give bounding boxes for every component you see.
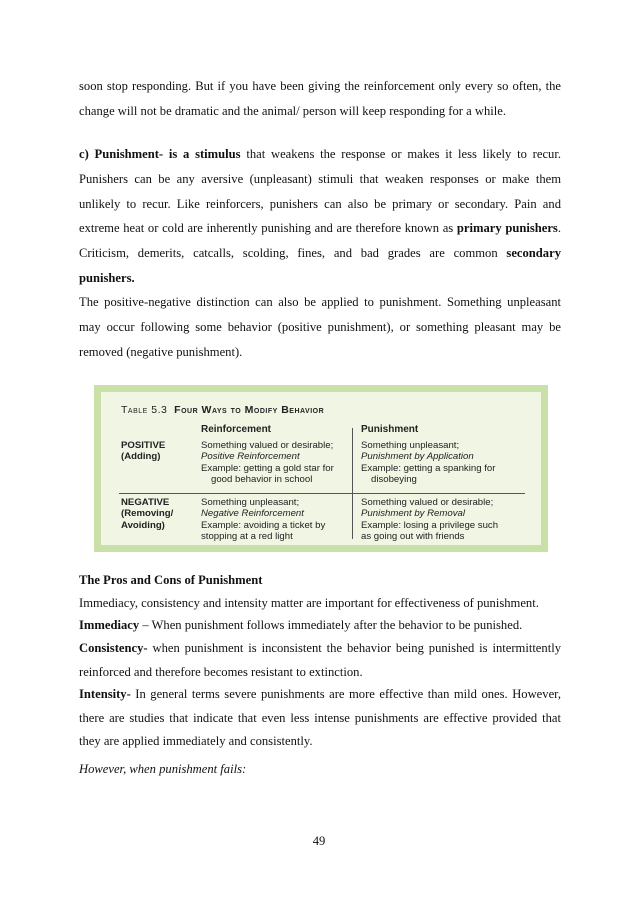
- table-name: Four Ways to Modify Behavior: [174, 404, 325, 416]
- punishment-text-1: that weakens the response or makes it less likely to recur. Punishers can be any aversive (unpleasant) stimuli that weaken responses or make them unlikely to recur. Like reinforcers, punishers can also be primary or secondary. Pain and extreme heat or cold are inherently punishing and are therefore known as: [79, 147, 561, 236]
- cell-positive-punishment: [361, 440, 511, 486]
- cell-negative-punishment: [361, 497, 511, 543]
- cell-term: Positive Reinforcement: [201, 451, 300, 463]
- cell-line: Something unpleasant;: [201, 497, 300, 508]
- cell-line: Something valued or desirable;: [201, 440, 334, 451]
- consistency-text: when punishment is inconsistent the behavior being punished is intermittently reinforced and therefore becomes resistant to extinction.: [79, 641, 561, 679]
- column-header-punishment: Punishment: [361, 424, 419, 435]
- table-number: Table 5.3: [121, 404, 168, 416]
- paragraph-reinforcement-end: soon stop responding. But if you have been giving the reinforcement only every so often, the change will not be dramatic and the animal/ person will keep responding for a while.: [79, 79, 561, 118]
- intensity-text: In general terms severe punishments are more effective than mild ones. However, there are studies that indicate that even less intense punishments are effective provided that they are applied immediately and consistently.: [79, 687, 561, 749]
- row-label-negative-line1: NEGATIVE: [121, 497, 170, 508]
- cell-term: Punishment by Removal: [361, 508, 465, 520]
- consistency-paragraph: [79, 637, 561, 684]
- cell-line: stopping at a red light: [201, 531, 293, 543]
- page-number: 49: [312, 834, 326, 848]
- table-horizontal-divider: [119, 493, 525, 494]
- table-vertical-divider: [352, 428, 353, 539]
- row-label-negative-line3: Avoiding): [121, 519, 165, 531]
- primary-punishers-term: primary punishers: [456, 221, 558, 236]
- consistency-term: Consistency-: [79, 641, 148, 655]
- pros-cons-heading: [79, 569, 561, 593]
- immediacy-term: Immediacy: [79, 618, 140, 632]
- pros-cons-heading-text: The Pros and Cons of Punishment: [79, 573, 263, 587]
- intensity-term: Intensity-: [79, 687, 131, 701]
- paragraph-positive-negative: The positive-negative distinction can also be applied to punishment. Something unpleasant may occur following some behavior (positive punishment), or something pleasant may be removed (negative punishment).: [79, 295, 561, 359]
- cell-line: Example: getting a spanking for: [361, 462, 496, 474]
- cell-negative-reinforcement: [201, 497, 351, 543]
- row-label-positive-line1: POSITIVE: [121, 440, 166, 451]
- cell-term: Negative Reinforcement: [201, 508, 304, 520]
- immediacy-text: – When punishment follows immediately after the behavior to be punished.: [139, 618, 523, 632]
- row-label-negative-line2: (Removing/: [121, 508, 174, 520]
- cell-term: Punishment by Application: [361, 451, 474, 463]
- column-header-reinforcement: Reinforcement: [201, 424, 272, 435]
- cell-line: as going out with friends: [361, 531, 465, 543]
- cell-line: Something unpleasant;: [361, 440, 460, 451]
- punishment-fails-line: However, when punishment fails:: [79, 762, 247, 776]
- secondary-punishers-term: secondary punishers.: [79, 246, 561, 285]
- cell-line: Something valued or desirable;: [361, 497, 494, 508]
- immediacy-paragraph: [79, 614, 561, 638]
- cell-line: disobeying: [371, 474, 417, 486]
- pros-cons-intro: Immediacy, consistency and intensity matter are important for effectiveness of punishment.: [79, 596, 539, 610]
- cell-positive-reinforcement: [201, 440, 351, 486]
- punishment-term: c) Punishment- is a stimulus: [79, 147, 241, 161]
- punishment-text-2: . Criticism, demerits, catcalls, scolding, fines, and bad grades are common: [79, 221, 561, 261]
- row-label-positive-line2: (Adding): [121, 451, 161, 463]
- row-label-positive: [121, 440, 191, 463]
- paragraph-punishment-definition: [79, 142, 561, 291]
- cell-line: Example: avoiding a ticket by: [201, 519, 326, 531]
- cell-line: Example: losing a privilege such: [361, 519, 499, 531]
- intensity-paragraph: [79, 683, 561, 754]
- cell-line: Example: getting a gold star for: [201, 462, 334, 474]
- cell-line: good behavior in school: [211, 474, 313, 486]
- table-panel: [101, 392, 541, 545]
- table-figure: [94, 385, 548, 552]
- table-title: [121, 404, 324, 416]
- row-label-negative: [121, 497, 191, 531]
